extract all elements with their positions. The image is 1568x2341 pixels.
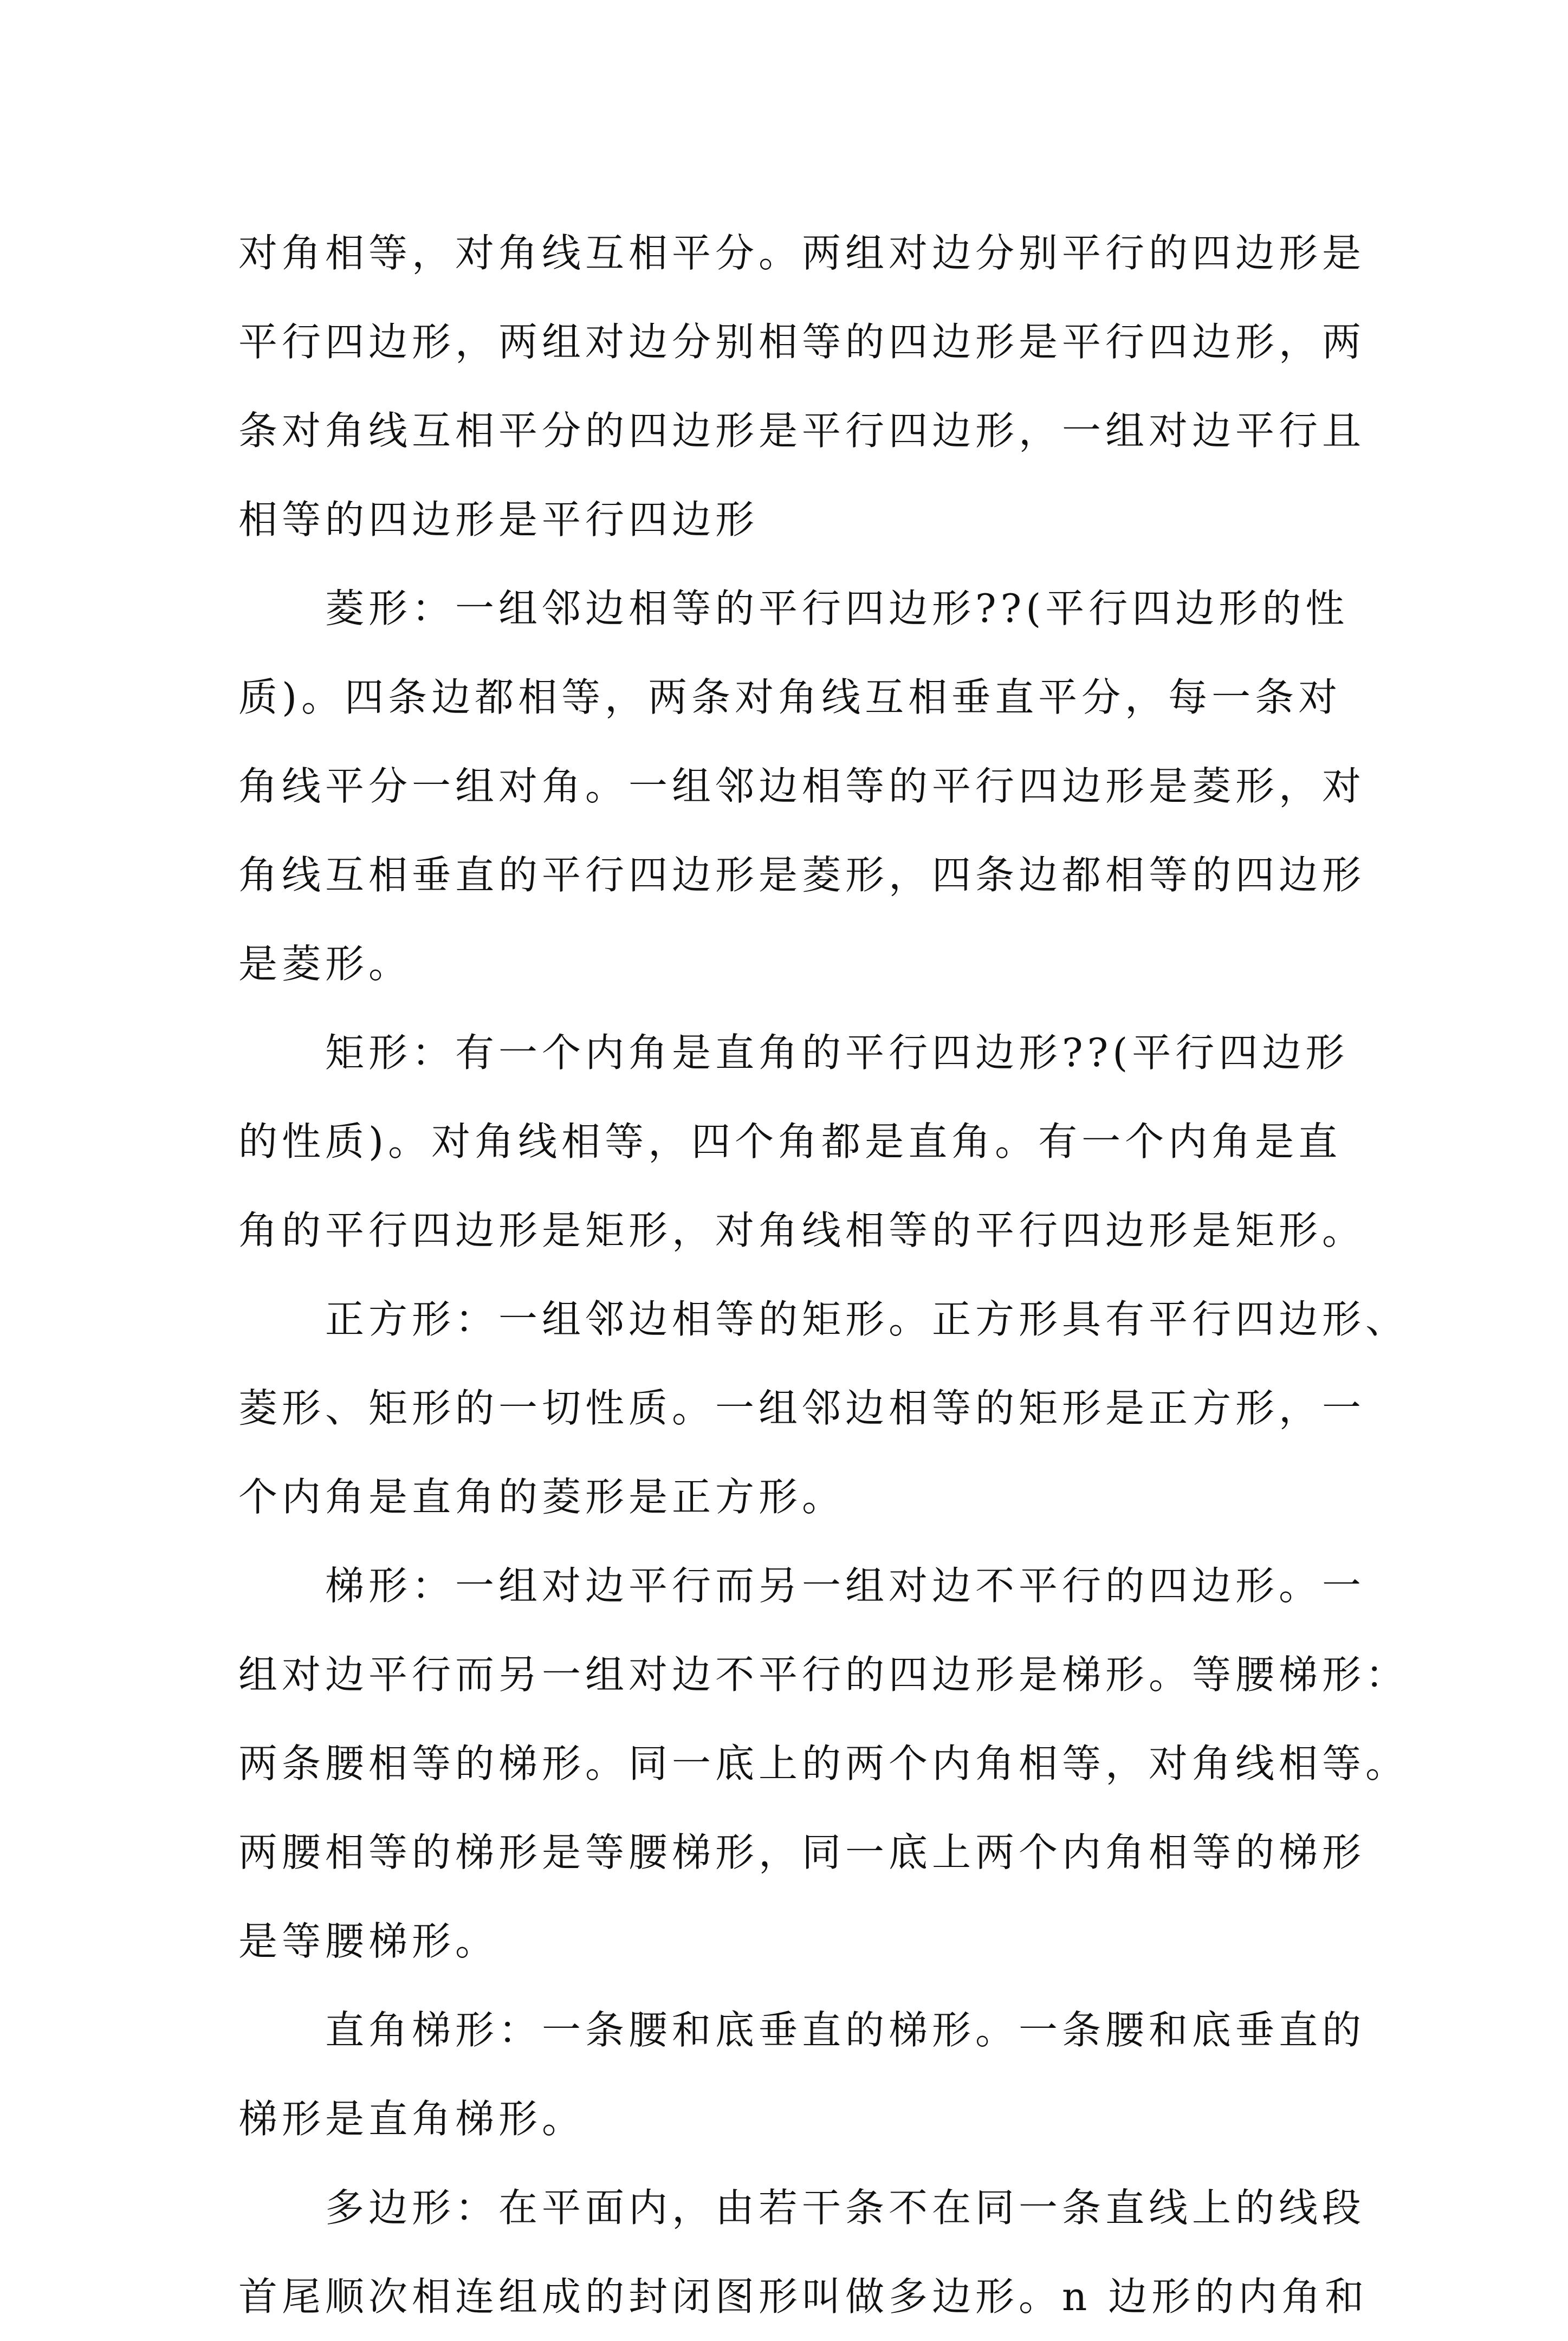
paragraph-start-rhombus: 菱形：一组邻边相等的平行四边形??(平行四边形的性 (325, 586, 1349, 631)
paragraph-start-rectangle: 矩形：有一个内角是直角的平行四边形??(平行四边形 (325, 1030, 1349, 1075)
text-line: 角线互相垂直的平行四边形是菱形，四条边都相等的四边形 (238, 852, 1366, 898)
text-line: 平行四边形，两组对边分别相等的四边形是平行四边形，两 (238, 319, 1366, 365)
paragraph-start-polygon: 多边形：在平面内，由若干条不在同一条直线上的线段 (325, 2185, 1366, 2230)
paragraph-start-trapezoid: 梯形：一组对边平行而另一组对边不平行的四边形。一 (325, 1563, 1366, 1609)
paragraph-start-right-trapezoid: 直角梯形：一条腰和底垂直的梯形。一条腰和底垂直的 (325, 2007, 1366, 2053)
text-line: 相等的四边形是平行四边形 (238, 497, 759, 542)
text-line: 梯形是直角梯形。 (238, 2096, 586, 2142)
text-line: 角的平行四边形是矩形，对角线相等的平行四边形是矩形。 (238, 1208, 1366, 1253)
text-line: 首尾顺次相连组成的封闭图形叫做多边形。n 边形的内角和 (238, 2274, 1369, 2319)
text-line: 条对角线互相平分的四边形是平行四边形，一组对边平行且 (238, 408, 1366, 453)
paragraph-start-square: 正方形：一组邻边相等的矩形。正方形具有平行四边形、 (325, 1296, 1409, 1342)
text-line: 质)。四条边都相等，两条对角线互相垂直平分，每一条对 (238, 675, 1342, 720)
text-line: 个内角是直角的菱形是正方形。 (238, 1474, 846, 1520)
text-line: 是菱形。 (238, 941, 412, 987)
text-line: 两腰相等的梯形是等腰梯形，同一底上两个内角相等的梯形 (238, 1830, 1366, 1875)
text-line: 对角相等，对角线互相平分。两组对边分别平行的四边形是 (238, 230, 1366, 276)
text-line: 组对边平行而另一组对边不平行的四边形是梯形。等腰梯形： (238, 1652, 1409, 1697)
text-line: 两条腰相等的梯形。同一底上的两个内角相等，对角线相等。 (238, 1741, 1409, 1786)
text-line: 是等腰梯形。 (238, 1918, 499, 1964)
document-page (238, 209, 1409, 2341)
text-line: 角线平分一组对角。一组邻边相等的平行四边形是菱形，对 (238, 763, 1366, 809)
text-line: 的性质)。对角线相等，四个角都是直角。有一个内角是直 (238, 1119, 1342, 1164)
text-line: 菱形、矩形的一切性质。一组邻边相等的矩形是正方形，一 (238, 1385, 1366, 1431)
